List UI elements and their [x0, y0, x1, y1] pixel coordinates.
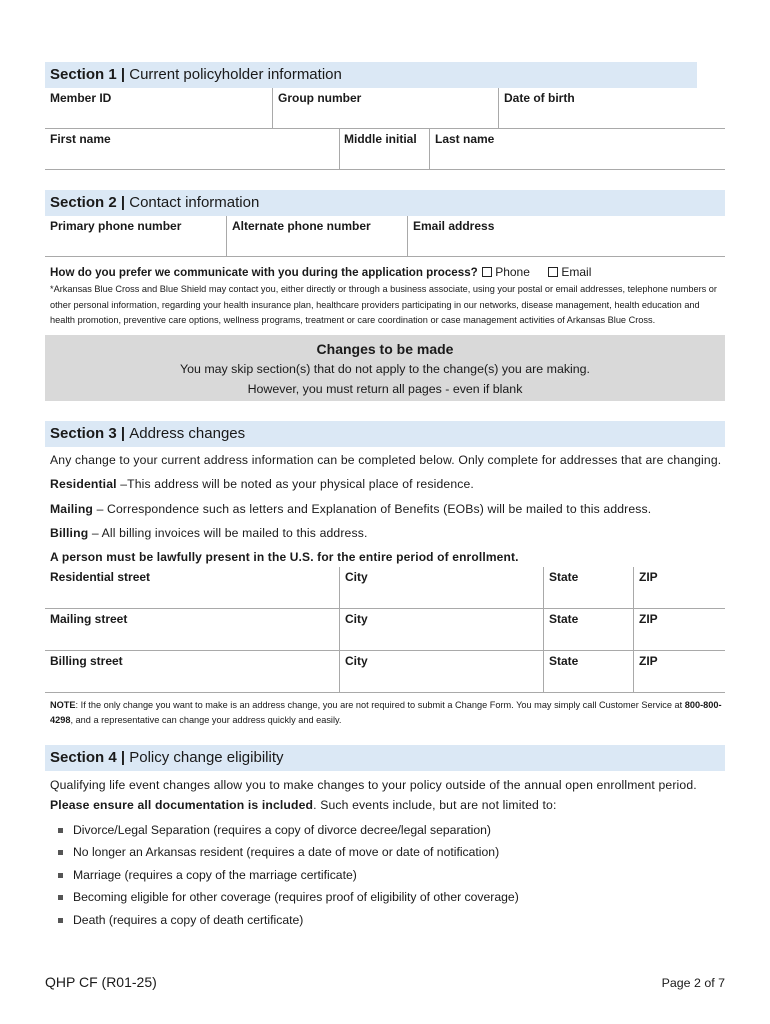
note-text: : If the only change you want to make is an address change, you are not required to submit a Change Form. You may simply call Customer Service at: [75, 699, 685, 710]
contact-row: [45, 216, 725, 257]
residential-zip-field[interactable]: ZIP: [633, 567, 725, 608]
page-number: Page 2 of 7: [661, 976, 725, 990]
billing-term: Billing: [50, 525, 89, 540]
changes-line-1: You may skip section(s) that do not apply to the change(s) you are making.: [179, 361, 591, 376]
communication-preference: [45, 263, 725, 281]
residential-desc: –This address will be noted as your physical place of residence.: [116, 476, 474, 491]
billing-city-field[interactable]: City: [339, 651, 543, 692]
email-address-field[interactable]: Email address: [407, 216, 725, 256]
billing-definition: [45, 523, 725, 543]
address-note: [45, 698, 725, 729]
list-item: Marriage (requires a copy of the marriage certificate): [45, 864, 725, 887]
billing-zip-field[interactable]: ZIP: [633, 651, 725, 692]
changes-line-2: However, you must return all pages - even if blank: [247, 381, 523, 396]
section4-divider: |: [116, 748, 130, 766]
dob-field[interactable]: Date of birth: [498, 88, 725, 128]
section4-header: [45, 745, 725, 771]
section3-title: Address changes: [129, 424, 246, 442]
section2-title: Contact information: [129, 194, 260, 211]
phone-option-label: Phone: [495, 265, 530, 279]
note-label: NOTE: [50, 699, 76, 710]
list-item: Death (requires a copy of death certificate): [45, 909, 725, 932]
mailing-term: Mailing: [50, 501, 94, 516]
section2-divider: |: [116, 194, 130, 211]
section3-header: [45, 421, 725, 447]
section4-title: Policy change eligibility: [129, 748, 284, 766]
eligibility-intro-b: . Such events include, but are not limited to:: [313, 797, 557, 812]
residential-state-field[interactable]: State: [543, 567, 633, 608]
section3-divider: |: [116, 424, 130, 442]
qualifying-events-list: [45, 819, 725, 932]
email-option[interactable]: [548, 265, 591, 279]
middle-initial-field[interactable]: Middle initial: [339, 129, 429, 169]
contact-disclaimer: *Arkansas Blue Cross and Blue Shield may contact you, either directly or through a business associate, using your postal or email addresses, telephone numbers or other personal information, regarding your health insurance plan, healthcare providers participating in our networks, disease management, health education and health promotion, preventive care options, wellness programs, treatment or care coordination or case management activities of Arkansas Blue Cross.: [50, 284, 717, 326]
residential-street-field[interactable]: Residential street: [50, 569, 151, 584]
note-end: , and a representative can change your address quickly and easily.: [70, 715, 342, 726]
policyholder-row-2: [45, 129, 725, 170]
eligibility-intro: [45, 775, 725, 815]
address-intro: Any change to your current address information can be completed below. Only complete for addresses that are changing.: [50, 452, 722, 467]
communication-question: How do you prefer we communicate with you during the application process?: [50, 266, 478, 279]
last-name-field[interactable]: Last name: [429, 129, 725, 169]
alternate-phone-field[interactable]: Alternate phone number: [226, 216, 407, 256]
billing-street-field[interactable]: Billing street: [50, 653, 123, 668]
documentation-notice: Please ensure all documentation is included: [50, 797, 314, 812]
email-option-label: Email: [561, 265, 592, 279]
email-checkbox[interactable]: [548, 267, 558, 277]
form-identifier: QHP CF (R01-25): [45, 974, 157, 990]
group-number-field[interactable]: Group number: [272, 88, 498, 128]
section1-number: Section 1: [50, 66, 117, 83]
mailing-city-field[interactable]: City: [339, 609, 543, 650]
lawful-presence-notice: A person must be lawfully present in the U.S. for the entire period of enrollment.: [50, 549, 519, 564]
section2-number: Section 2: [50, 194, 117, 211]
section4-number: Section 4: [50, 748, 117, 766]
phone-checkbox[interactable]: [482, 267, 492, 277]
section1-title: Current policyholder information: [129, 66, 342, 83]
residential-term: Residential: [50, 476, 117, 491]
list-item: Becoming eligible for other coverage (requires proof of eligibility of other coverage): [45, 886, 725, 909]
first-name-field[interactable]: First name: [50, 132, 111, 146]
list-item: No longer an Arkansas resident (requires a date of move or date of notification): [45, 841, 725, 864]
section2-header: [45, 190, 725, 216]
section1-divider: |: [116, 66, 130, 83]
customer-service-phone: 800-800-4298: [50, 699, 722, 726]
changes-title: Changes to be made: [316, 340, 454, 357]
mailing-definition: [45, 499, 725, 519]
section1-header: [45, 62, 697, 88]
section3-number: Section 3: [50, 424, 117, 442]
address-row-residential: [45, 567, 725, 609]
eligibility-intro-a: Qualifying life event changes allow you to make changes to your policy outside of the annual open enrollment period.: [50, 777, 697, 792]
list-item: Divorce/Legal Separation (requires a copy of divorce decree/legal separation): [45, 819, 725, 842]
address-row-billing: [45, 651, 725, 693]
residential-definition: [45, 474, 725, 494]
changes-banner: [45, 335, 725, 401]
residential-city-field[interactable]: City: [339, 567, 543, 608]
mailing-state-field[interactable]: State: [543, 609, 633, 650]
mailing-street-field[interactable]: Mailing street: [50, 611, 128, 626]
member-id-field[interactable]: Member ID: [50, 91, 112, 105]
policyholder-row-1: [45, 88, 725, 129]
billing-state-field[interactable]: State: [543, 651, 633, 692]
form-page: [45, 62, 725, 931]
billing-desc: – All billing invoices will be mailed to this address.: [88, 525, 368, 540]
address-row-mailing: [45, 609, 725, 651]
primary-phone-field[interactable]: Primary phone number: [50, 219, 182, 233]
phone-option[interactable]: [482, 265, 530, 279]
mailing-desc: – Correspondence such as letters and Explanation of Benefits (EOBs) will be mailed to this address.: [93, 501, 652, 516]
mailing-zip-field[interactable]: ZIP: [633, 609, 725, 650]
